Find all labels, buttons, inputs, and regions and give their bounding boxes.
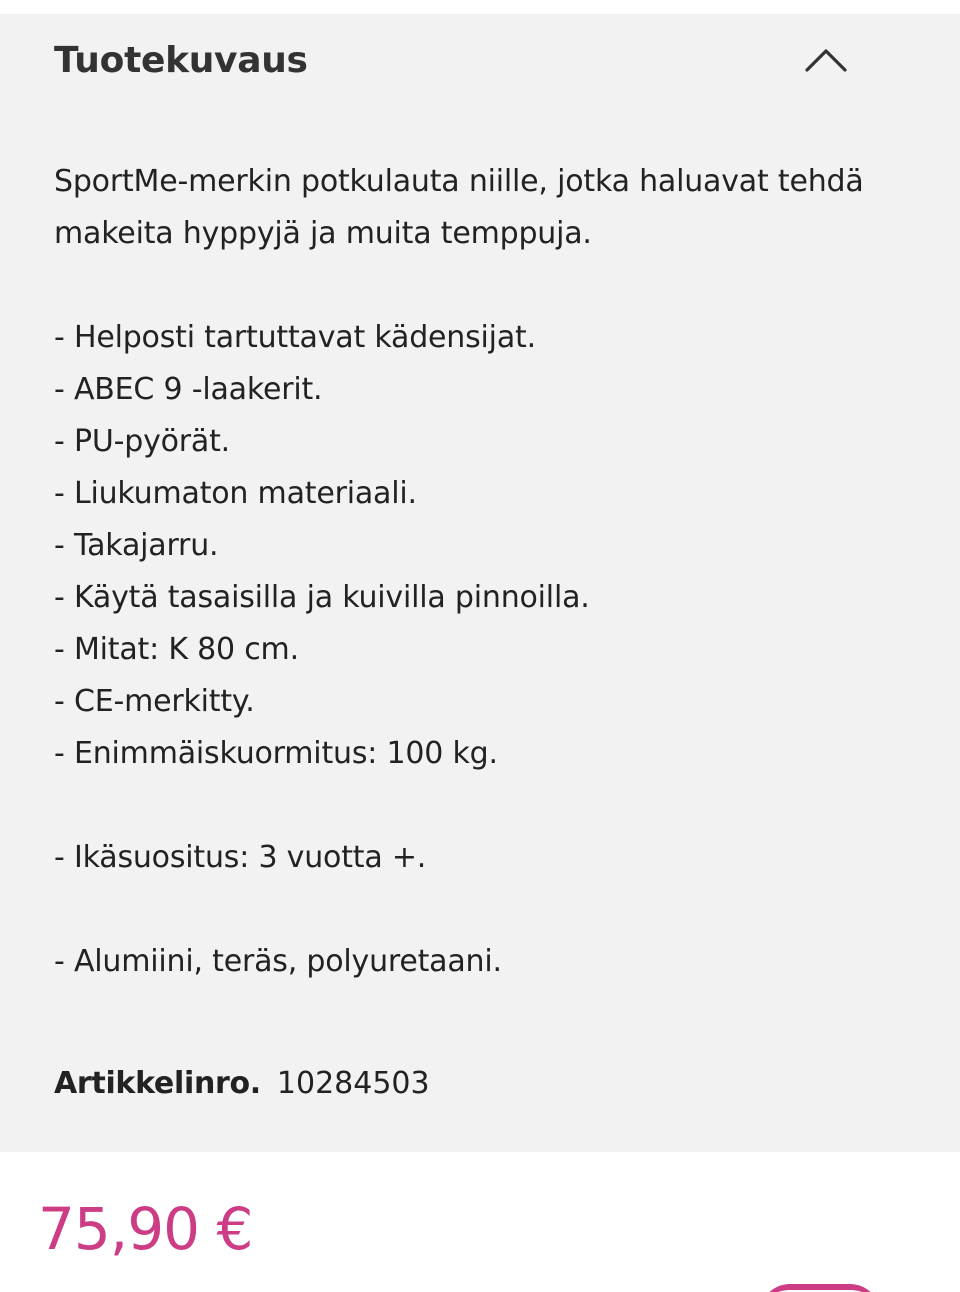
feature-item: - Mitat: K 80 cm. [54,632,299,667]
intro-line: makeita hyppyjä ja muita temppuja. [54,216,592,251]
article-number: 10284503 [276,1066,430,1101]
materials: - Alumiini, teräs, polyuretaani. [54,944,502,979]
feature-item: - Käytä tasaisilla ja kuivilla pinnoilla. [54,580,590,615]
section-title: Tuotekuvaus [54,40,308,81]
feature-item: - Takajarru. [54,528,219,563]
age-recommendation: - Ikäsuositus: 3 vuotta +. [54,840,427,875]
article-label: Artikkelinro. [54,1066,261,1101]
intro-line: SportMe-merkin potkulauta niille, jotka haluavat tehdä [54,164,864,199]
product-description-panel [0,14,960,1152]
article-number-row [54,1058,430,1110]
feature-item: - ABEC 9 -laakerit. [54,372,323,407]
feature-item: - PU-pyörät. [54,424,231,459]
accordion-header[interactable] [54,36,906,86]
feature-item: - Helposti tartuttavat kädensijat. [54,320,536,355]
feature-item: - Enimmäiskuormitus: 100 kg. [54,736,498,771]
feature-item: - CE-merkitty. [54,684,255,719]
description-text [54,156,914,988]
cart-button[interactable] [760,1284,880,1292]
product-price: 75,90 € [38,1195,253,1263]
feature-item: - Liukumaton materiaali. [54,476,417,511]
chevron-up-icon [804,42,848,76]
collapse-button[interactable] [804,42,848,76]
